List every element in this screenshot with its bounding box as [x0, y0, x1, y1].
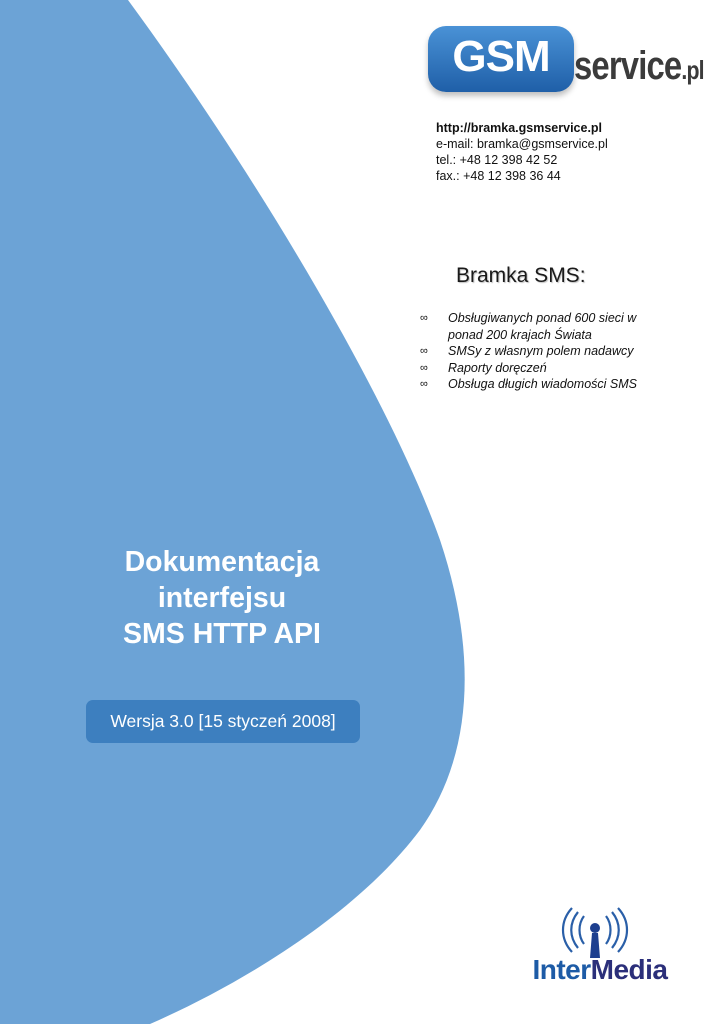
- feature-text: Obsługiwanych ponad 600 sieci w ponad 200 krajach Świata: [448, 311, 637, 342]
- feature-item: [420, 343, 670, 360]
- gsm-logo-text: GSM: [452, 32, 550, 81]
- feature-item: [420, 310, 670, 343]
- feature-text: Obsługa długich wiadomości SMS: [448, 377, 637, 391]
- features-list: [420, 310, 670, 393]
- intermedia-logo-text: [502, 954, 698, 986]
- title-line-3: SMS HTTP API: [123, 618, 321, 650]
- intermedia-logo: [502, 906, 698, 1002]
- feature-text: SMSy z własnym polem nadawcy: [448, 344, 634, 358]
- title-line-2: interfejsu: [157, 582, 287, 614]
- contact-tel: tel.: +48 12 398 42 52: [436, 153, 558, 167]
- gsmservice-logo: [424, 22, 704, 104]
- service-word: service: [574, 44, 682, 88]
- feature-item: [420, 360, 670, 377]
- feature-text: Raporty doręczeń: [448, 360, 547, 375]
- contact-info: [436, 120, 608, 184]
- inter-word: Inter: [532, 954, 591, 985]
- bullet-icon: ∞: [420, 378, 428, 390]
- signal-icon: [502, 906, 698, 958]
- document-title: [72, 544, 372, 652]
- contact-url[interactable]: http://bramka.gsmservice.pl: [436, 121, 603, 135]
- version-badge: Wersja 3.0 [15 styczeń 2008]: [86, 700, 360, 743]
- contact-email[interactable]: e-mail: bramka@gsmservice.pl: [436, 137, 608, 151]
- contact-fax: fax.: +48 12 398 36 44: [436, 169, 561, 183]
- bullet-icon: ∞: [420, 361, 428, 374]
- bullet-icon: ∞: [420, 345, 428, 357]
- media-word: Media: [590, 954, 668, 985]
- title-line-1: Dokumentacja: [124, 546, 320, 578]
- feature-item: [420, 376, 670, 393]
- features-title: Bramka SMS:: [456, 264, 586, 287]
- bullet-icon: ∞: [420, 312, 428, 324]
- service-logo-text: [574, 44, 704, 89]
- pl-word: .pl: [681, 55, 704, 85]
